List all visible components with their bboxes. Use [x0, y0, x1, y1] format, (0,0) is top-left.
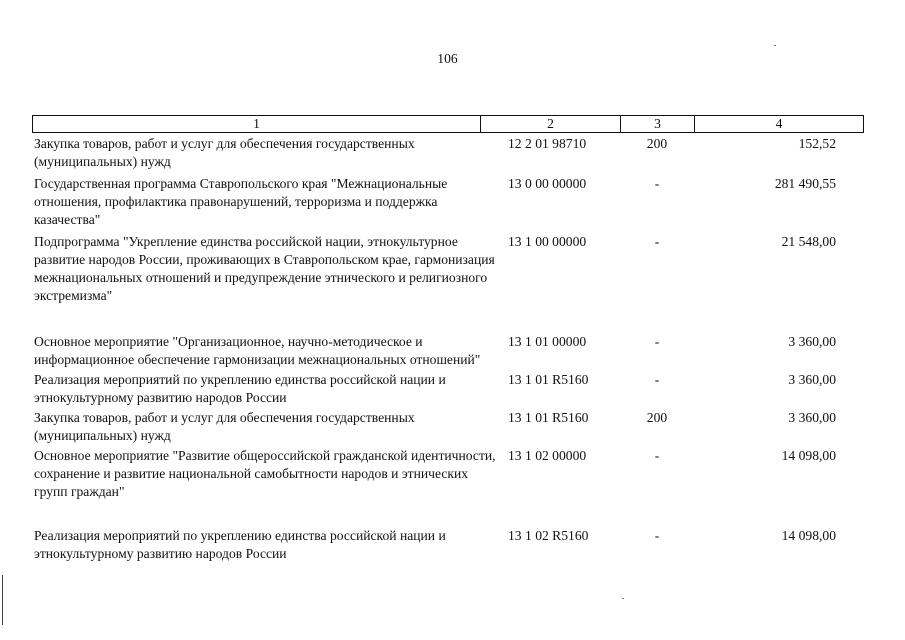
row-amount: 281 490,55 — [774, 176, 836, 191]
row-gap — [34, 305, 864, 329]
row-type: - — [654, 372, 660, 387]
table-row — [34, 135, 864, 171]
table-row — [34, 447, 864, 501]
row-type: 200 — [646, 136, 668, 151]
row-description: Закупка товаров, работ и услуг для обеспечения государственных (муниципальных) нужд — [34, 136, 415, 169]
row-description: Подпрограмма "Укрепление единства российской нации, этнокультурное развитие народов России, проживающих в Ставропольском крае, гармонизация межнациональных отношений и предупреждение этнического и религиозного экстремизма" — [34, 234, 495, 303]
row-amount: 21 548,00 — [781, 234, 836, 249]
row-code: 13 1 01 R5160 — [508, 410, 589, 425]
table-row — [34, 371, 864, 407]
row-description: Основное мероприятие "Организационное, научно-методическое и информационное обеспечение гармонизации межнациональных отношений" — [34, 334, 481, 367]
row-description: Государственная программа Ставропольского края "Межнациональные отношения, профилактика правонарушений, терроризма и поддержка казачества" — [34, 176, 448, 227]
row-code: 13 1 01 00000 — [508, 334, 587, 349]
row-amount: 152,52 — [798, 136, 836, 151]
row-code: 13 1 02 00000 — [508, 448, 587, 463]
table-row — [34, 333, 864, 369]
row-code: 13 1 00 00000 — [508, 234, 587, 249]
row-code: 13 0 00 00000 — [508, 176, 587, 191]
row-description: Реализация мероприятий по укреплению единства российской нации и этнокультурному развитию народов России — [34, 372, 446, 405]
table-row — [34, 175, 864, 229]
row-amount: 14 098,00 — [781, 448, 836, 463]
scan-speck — [622, 598, 624, 599]
row-type: - — [654, 448, 660, 463]
header-col-1: 1 — [33, 116, 481, 132]
row-amount: 3 360,00 — [788, 334, 836, 349]
row-amount: 14 098,00 — [781, 528, 836, 543]
table-row — [34, 527, 864, 563]
table-header-row — [32, 115, 864, 133]
table-row — [34, 233, 864, 305]
row-amount: 3 360,00 — [788, 410, 836, 425]
row-gap — [34, 501, 864, 523]
row-type: 200 — [646, 410, 668, 425]
row-amount: 3 360,00 — [788, 372, 836, 387]
row-description: Основное мероприятие "Развитие общероссийской гражданской идентичности, сохранение и развитие национальной самобытности народов и этнических групп граждан" — [34, 448, 496, 499]
scan-margin-line — [2, 575, 3, 625]
row-code: 13 1 01 R5160 — [508, 372, 589, 387]
table-body — [34, 135, 864, 563]
row-type: - — [654, 234, 660, 249]
header-col-2: 2 — [481, 116, 621, 132]
row-code: 13 1 02 R5160 — [508, 528, 589, 543]
row-type: - — [654, 176, 660, 191]
scan-speck — [774, 45, 776, 46]
table-row — [34, 409, 864, 445]
row-type: - — [654, 528, 660, 543]
page-number: 106 — [437, 51, 458, 66]
header-col-4: 4 — [775, 116, 783, 131]
header-col-3: 3 — [621, 116, 695, 132]
row-type: - — [654, 334, 660, 349]
row-code: 12 2 01 98710 — [508, 136, 587, 151]
row-description: Закупка товаров, работ и услуг для обеспечения государственных (муниципальных) нужд — [34, 410, 415, 443]
row-description: Реализация мероприятий по укреплению единства российской нации и этнокультурному развитию народов России — [34, 528, 446, 561]
